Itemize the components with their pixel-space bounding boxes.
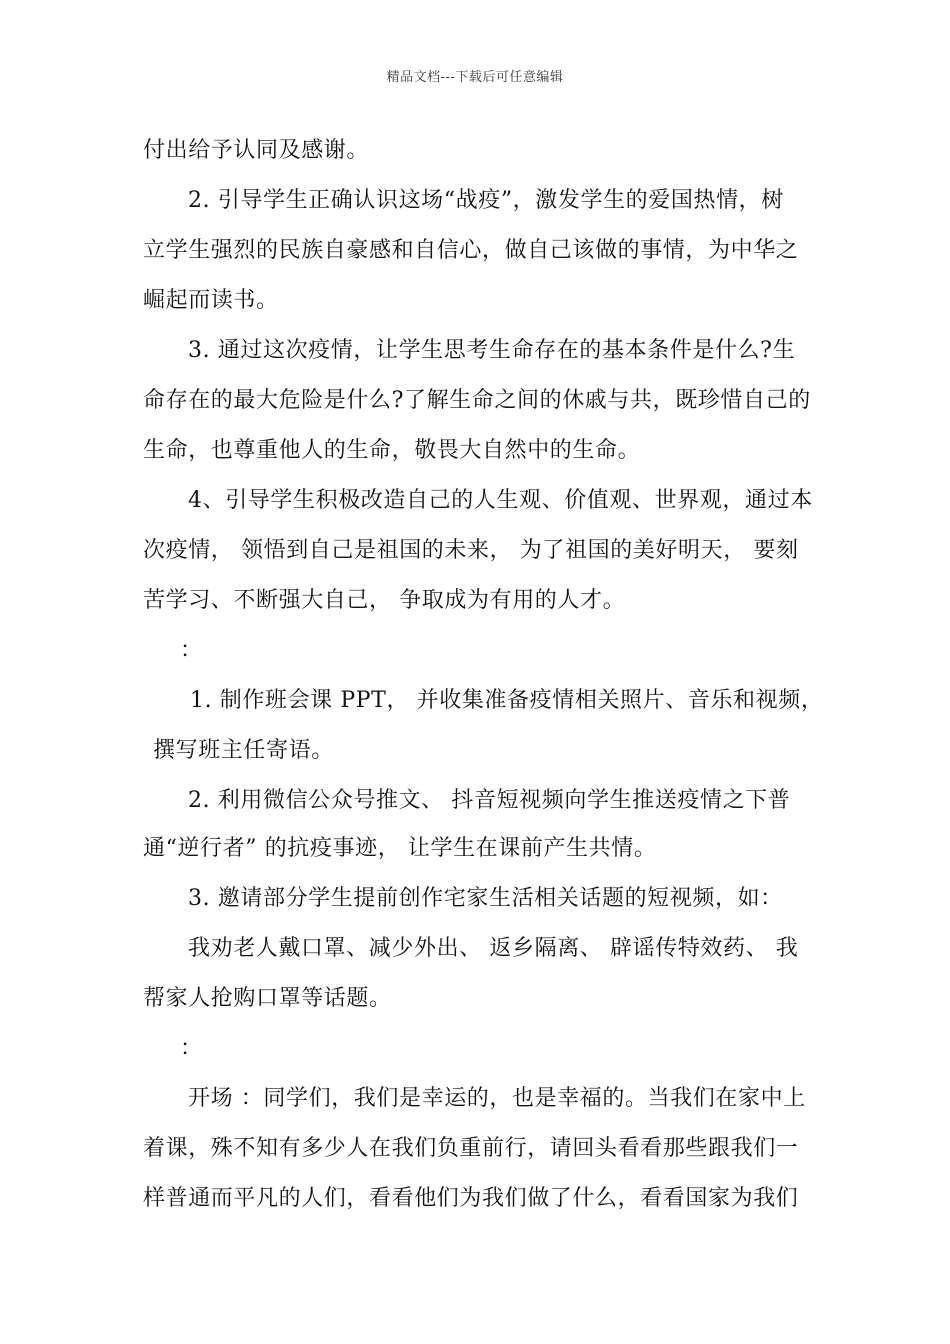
- text-line: 立学生强烈的民族自豪感和自信心，做自己该做的事情，为中华之: [143, 238, 799, 263]
- text-line: 通“逆行者” 的抗疫事迹， 让学生在课前产生共情。: [143, 836, 657, 861]
- text-line: 3. 通过这次疫情，让学生思考生命存在的基本条件是什么?生: [188, 338, 796, 363]
- page-header: 精品文档---下载后可任意编辑: [386, 70, 564, 85]
- text-line: 撰写班主任寄语。: [153, 738, 334, 763]
- text-line: 1. 制作班会课 PPT， 并收集准备疫情相关照片、音乐和视频，: [190, 688, 824, 713]
- text-line: 开场 ：同学们，我们是幸运的，也是幸福的。当我们在家中上: [188, 1086, 806, 1111]
- text-line: 崛起而读书。: [143, 288, 279, 313]
- text-line: 3. 邀请部分学生提前创作宅家生活相关话题的短视频，如：: [188, 886, 783, 911]
- text-line: 次疫情， 领悟到自己是祖国的未来， 为了祖国的美好明天， 要刻: [143, 538, 799, 563]
- text-line: 2. 利用微信公众号推文、 抖音短视频向学生推送疫情之下普: [188, 788, 791, 813]
- text-line: 4、引导学生积极改造自己的人生观、价值观、世界观，通过本: [188, 488, 813, 513]
- text-line: 样普通而平凡的人们，看看他们为我们做了什么，看看国家为我们: [143, 1186, 799, 1211]
- text-line: 2. 引导学生正确认识这场“战疫”，激发学生的爱国热情，树: [188, 188, 784, 213]
- text-line: 付出给予认同及感谢。: [143, 138, 370, 163]
- section-colon: ：: [180, 1036, 203, 1061]
- text-line: 帮家人抢购口罩等话题。: [143, 986, 392, 1011]
- text-line: 命存在的最大危险是什么?了解生命之间的休戚与共，既珍惜自己的: [143, 388, 811, 413]
- section-colon: ：: [180, 638, 203, 663]
- text-line: 我劝老人戴口罩、减少外出、 返乡隔离、 辟谣传特效药、 我: [188, 936, 799, 961]
- text-line: 苦学习、不断强大自己， 争取成为有用的人才。: [143, 588, 626, 613]
- text-line: 生命，也尊重他人的生命，敬畏大自然中的生命。: [143, 438, 641, 463]
- text-line: 着课，殊不知有多少人在我们负重前行，请回头看看那些跟我们一: [143, 1136, 799, 1161]
